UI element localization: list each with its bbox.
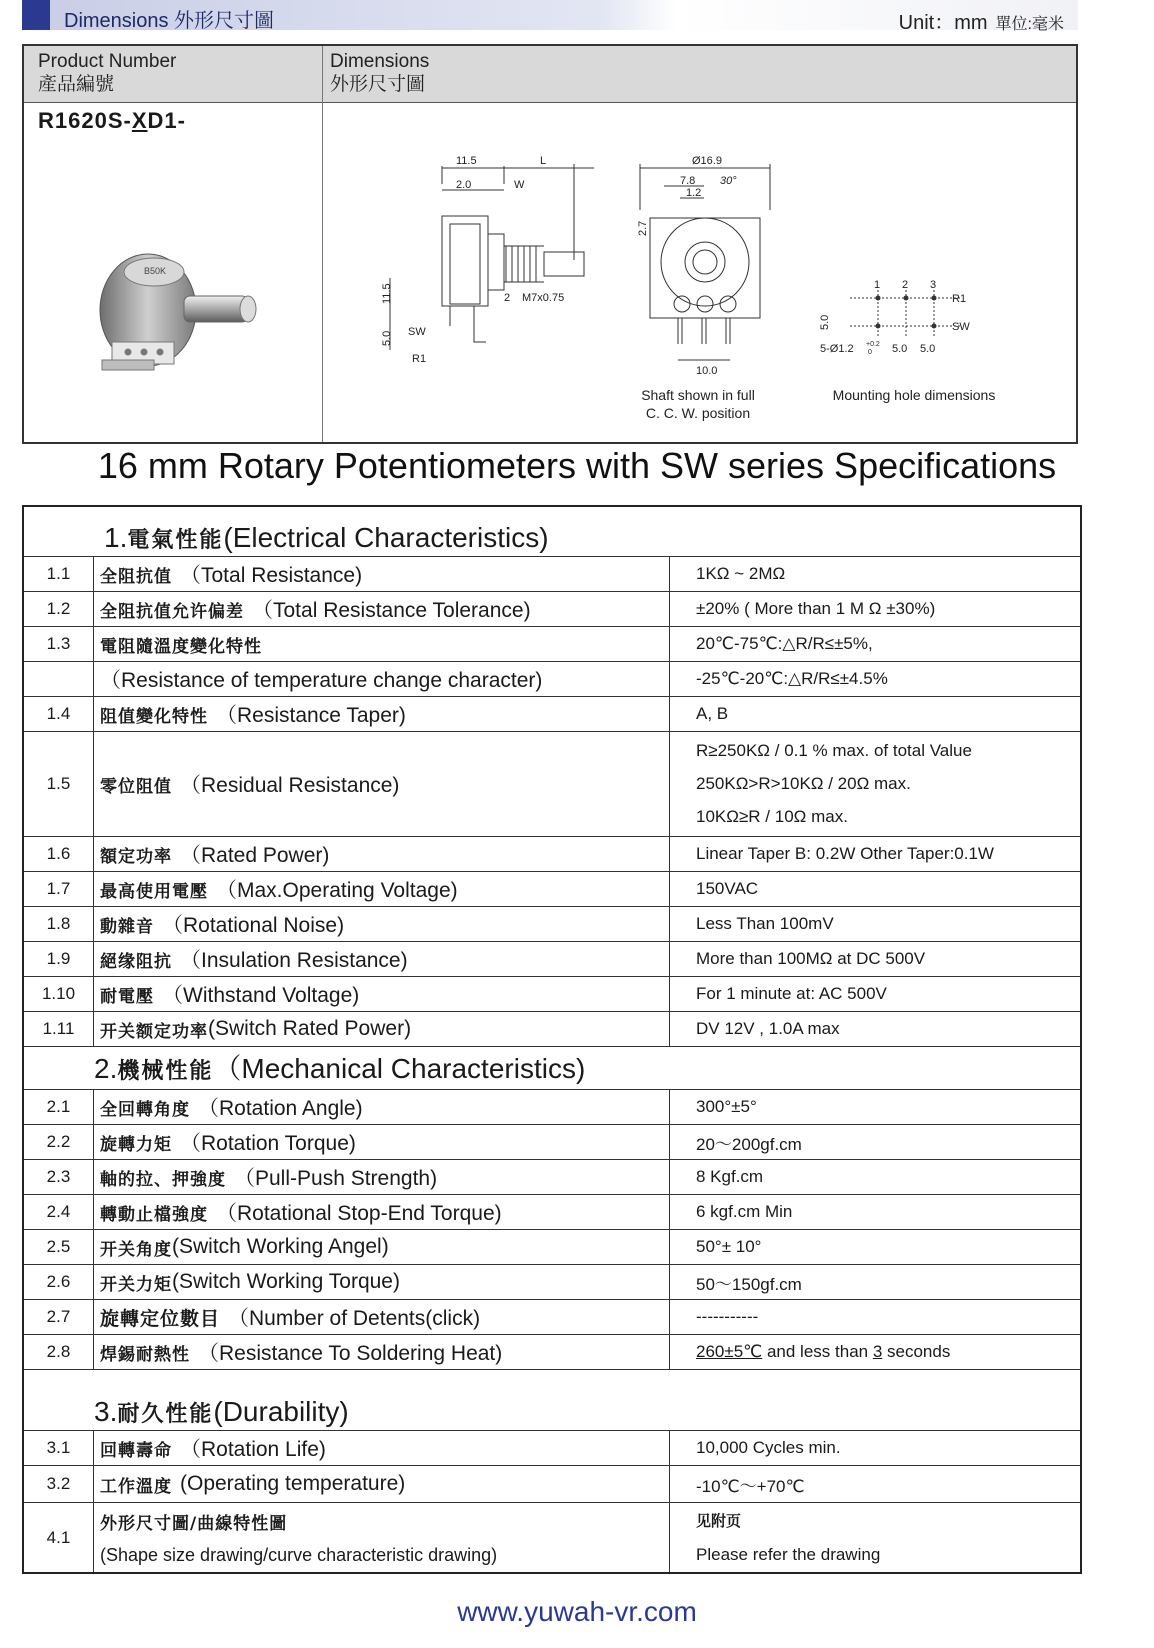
value-line: 10KΩ≥R / 10Ω max. — [696, 807, 848, 827]
row-item — [94, 1125, 670, 1159]
table-row — [24, 1265, 1080, 1300]
row-value: 8 Kgf.cm — [696, 1167, 764, 1186]
row-number: 1.10 — [24, 977, 94, 1011]
row-value: 6 kgf.cm Min — [696, 1202, 793, 1221]
table-row — [24, 1195, 1080, 1230]
product-number-a: R1620S- — [38, 108, 132, 133]
header-product-number-cn: 產品編號 — [38, 74, 115, 95]
item-en: （Rated Power) — [180, 844, 330, 867]
row-item — [94, 1431, 670, 1465]
row-number: 3.1 — [24, 1431, 94, 1465]
row-item — [94, 1090, 670, 1124]
row-item — [94, 1012, 670, 1046]
label-side-r1: R1 — [412, 353, 427, 365]
table-row — [24, 697, 1080, 732]
item-cn: 开关额定功率 — [100, 1021, 208, 1042]
header-accent-block — [22, 0, 50, 30]
item-en: （Total Resistance Tolerance) — [252, 599, 531, 622]
item-cn: 旋轉力矩 — [100, 1134, 172, 1155]
table-row — [24, 1160, 1080, 1195]
item-cn: 轉動止檔強度 — [100, 1204, 208, 1225]
section-title — [94, 1396, 349, 1428]
row-item — [94, 1466, 670, 1502]
item-cn: 开关力矩 — [100, 1274, 172, 1295]
row-number: 1.6 — [24, 837, 94, 871]
header-title: Dimensions 外形尺寸圖 — [64, 10, 275, 32]
item-en: （Residual Resistance) — [180, 774, 400, 797]
row-item — [94, 592, 670, 626]
table-row — [24, 1012, 1080, 1047]
row-value — [670, 1335, 1080, 1369]
hole-label-3: 3 — [930, 279, 937, 291]
table-row — [24, 592, 1080, 627]
row-item — [94, 1300, 670, 1334]
product-number-b: X — [131, 108, 148, 133]
row-value: 10,000 Cycles min. — [696, 1438, 841, 1457]
hole-label-sw: SW — [952, 321, 970, 333]
row-item — [94, 872, 670, 906]
row-item — [94, 732, 670, 836]
item-en: （Rotational Stop-End Torque) — [216, 1202, 502, 1225]
row-value: 300°±5° — [696, 1097, 757, 1116]
table-row — [24, 1125, 1080, 1160]
item-en: （Resistance of temperature change character) — [100, 669, 543, 692]
dimensions-table-header — [24, 46, 1076, 103]
row-item — [94, 662, 670, 696]
front-view-drawing — [620, 150, 780, 380]
row-number: 1.4 — [24, 697, 94, 731]
product-number-c: D1- — [147, 108, 186, 133]
item-cn: 額定功率 — [100, 846, 172, 867]
section-num: 2. — [94, 1053, 118, 1084]
section-durability — [24, 1370, 1080, 1431]
unit-label: Unit：mm — [898, 12, 988, 34]
hole-dia: 5-Ø1.2 — [820, 343, 854, 355]
table-row — [24, 907, 1080, 942]
row-number: 1.7 — [24, 872, 94, 906]
value-line: R≥250KΩ / 0.1 % max. of total Value — [696, 740, 972, 760]
row-value — [670, 732, 1080, 836]
dim-side-L: L — [540, 155, 547, 167]
value-part: 260±5℃ — [696, 1342, 763, 1361]
section-num: 1. — [104, 522, 128, 553]
column-divider — [322, 46, 323, 442]
row-item — [94, 557, 670, 591]
table-row — [24, 732, 1080, 837]
item-cn: 阻值變化特性 — [100, 706, 208, 727]
section-en: (Durability) — [213, 1396, 349, 1427]
item-cn: 最高使用電壓 — [100, 881, 208, 902]
row-item — [94, 1195, 670, 1229]
row-item — [94, 697, 670, 731]
row-value: A, B — [696, 704, 729, 723]
table-row — [24, 1090, 1080, 1125]
item-en: （Rotational Noise) — [162, 914, 345, 937]
dim-front-10-0: 10.0 — [696, 365, 718, 377]
section-electrical — [24, 507, 1080, 557]
footer-url[interactable]: www.yuwah-vr.com — [457, 1596, 697, 1627]
row-item — [94, 627, 670, 661]
hole-tol-up: +0.2 — [866, 341, 880, 348]
hole-spacing-1: 5.0 — [892, 343, 908, 355]
item-en: （Rotation Life) — [180, 1438, 326, 1461]
item-cn: 全阻抗值 — [100, 566, 172, 587]
row-value: ±20% ( More than 1 M Ω ±30%) — [696, 599, 936, 618]
item-en: （Resistance Taper) — [216, 704, 406, 727]
header-dimensions-en: Dimensions — [330, 51, 430, 72]
row-value: -25℃-20℃:△R/R≤±4.5% — [696, 669, 888, 688]
hole-label-1: 1 — [874, 279, 881, 291]
table-row — [24, 1431, 1080, 1466]
table-row — [24, 1503, 1080, 1572]
hole-label-r1: R1 — [952, 293, 967, 305]
table-row — [24, 872, 1080, 907]
row-number: 2.6 — [24, 1265, 94, 1299]
item-cn: 耐電壓 — [100, 986, 154, 1007]
value-part: 3 — [872, 1342, 883, 1361]
row-value: For 1 minute at: AC 500V — [696, 984, 887, 1003]
value-part: seconds — [882, 1342, 951, 1361]
row-number: 1.9 — [24, 942, 94, 976]
hole-tol-dn: 0 — [868, 349, 872, 356]
row-value: DV 12V , 1.0A max — [696, 1019, 840, 1038]
item-cn: 零位阻值 — [100, 776, 172, 797]
item-cn: 絕缘阻抗 — [100, 951, 172, 972]
row-item — [94, 837, 670, 871]
header-product-number — [38, 50, 176, 96]
page-header — [22, 0, 1078, 32]
row-number: 2.1 — [24, 1090, 94, 1124]
caption-shaft-line1: Shaft shown in full — [641, 387, 755, 403]
dim-side-v-5-0: 5.0 — [381, 330, 393, 346]
value-line: 250KΩ>R>10KΩ / 20Ω max. — [696, 773, 911, 793]
item-en: （Pull-Push Strength) — [234, 1167, 438, 1190]
dim-front-7-8: 7.8 — [680, 175, 696, 187]
item-cn: 軸的拉、押強度 — [100, 1169, 226, 1190]
header-dimensions-cn: 外形尺寸圖 — [330, 74, 426, 95]
item-cn: 全阻抗值允许偏差 — [100, 601, 244, 622]
page-title: 16 mm Rotary Potentiometers with SW series Specifications — [97, 445, 1057, 486]
item-cn: 回轉壽命 — [100, 1440, 172, 1461]
dim-side-2: 2 — [504, 292, 511, 304]
table-row — [24, 557, 1080, 592]
section-title — [94, 1047, 585, 1087]
section-mechanical — [24, 1047, 1080, 1090]
item-cn: 動雜音 — [100, 916, 154, 937]
dim-front-angle: 30° — [720, 175, 737, 187]
header-dimensions — [330, 50, 429, 96]
caption-shaft — [630, 386, 766, 422]
table-row — [24, 627, 1080, 662]
row-number: 1.2 — [24, 592, 94, 626]
hole-spacing-2: 5.0 — [920, 343, 936, 355]
row-value: ----------- — [696, 1307, 759, 1326]
row-value — [670, 1503, 1080, 1572]
row-item — [94, 1160, 670, 1194]
item-en: (Switch Working Torque) — [172, 1270, 400, 1293]
mounting-holes-drawing — [810, 276, 1010, 366]
row-item — [94, 942, 670, 976]
hole-label-2: 2 — [902, 279, 909, 291]
row-value: 20～200gf.cm — [696, 1134, 802, 1154]
dim-front-2-7: 2.7 — [637, 220, 649, 236]
item-cn: 外形尺寸圖/曲線特性圖 — [100, 1513, 288, 1534]
value-cn: 见附页 — [696, 1512, 742, 1530]
caption-shaft-line2: C. C. W. position — [645, 405, 751, 421]
value-part: and less than — [762, 1342, 873, 1361]
section-cn: 機械性能 — [117, 1058, 214, 1084]
row-number: 1.11 — [24, 1012, 94, 1046]
row-value: 150VAC — [696, 879, 759, 898]
row-number: 4.1 — [24, 1503, 94, 1572]
table-row — [24, 837, 1080, 872]
row-value: 50～150gf.cm — [696, 1274, 802, 1294]
row-number: 1.1 — [24, 557, 94, 591]
section-en: (Electrical Characteristics) — [223, 522, 549, 553]
hole-v-5-0: 5.0 — [819, 314, 831, 330]
side-view-drawing — [354, 150, 604, 380]
section-title — [104, 522, 549, 554]
product-number — [38, 108, 186, 134]
section-en: （Mechanical Characteristics) — [213, 1053, 586, 1084]
item-cn: 工作溫度 — [100, 1476, 172, 1497]
row-number: 1.8 — [24, 907, 94, 941]
item-cn: 焊錫耐熱性 — [100, 1344, 190, 1365]
dim-side-thread: M7x0.75 — [522, 292, 565, 304]
row-item — [94, 1335, 670, 1369]
row-value: 1KΩ ~ 2MΩ — [696, 564, 786, 583]
row-number: 1.3 — [24, 627, 94, 661]
row-number: 3.2 — [24, 1466, 94, 1502]
value-en: Please refer the drawing — [696, 1545, 881, 1564]
dimensions-table — [22, 44, 1078, 444]
item-en: （Resistance To Soldering Heat) — [198, 1342, 503, 1365]
header-product-number-en: Product Number — [38, 51, 177, 72]
header-unit — [899, 6, 1064, 35]
row-value: Less Than 100mV — [696, 914, 834, 933]
row-number: 2.8 — [24, 1335, 94, 1369]
table-row — [24, 942, 1080, 977]
row-value: -10℃～+70℃ — [696, 1476, 805, 1496]
item-cn: 全回轉角度 — [100, 1099, 190, 1120]
row-item — [94, 1230, 670, 1264]
item-en: （Total Resistance) — [180, 564, 363, 587]
table-row — [24, 1230, 1080, 1265]
table-row — [24, 1300, 1080, 1335]
section-cn: 耐久性能 — [117, 1401, 214, 1427]
item-en: （Max.Operating Voltage) — [216, 879, 458, 902]
row-item — [94, 907, 670, 941]
row-number: 2.2 — [24, 1125, 94, 1159]
row-number: 2.7 — [24, 1300, 94, 1334]
row-number: 2.4 — [24, 1195, 94, 1229]
item-en: (Switch Working Angel) — [172, 1235, 389, 1258]
row-number — [24, 662, 94, 696]
item-en: （Insulation Resistance) — [180, 949, 408, 972]
table-row — [24, 977, 1080, 1012]
row-number: 1.5 — [24, 732, 94, 836]
section-num: 3. — [94, 1396, 118, 1427]
caption-mounting: Mounting hole dimensions — [832, 387, 996, 403]
item-cn: 开关角度 — [100, 1239, 172, 1260]
item-cn: 旋轉定位數目 — [100, 1307, 221, 1330]
row-item — [94, 1503, 670, 1572]
row-value: 20℃-75℃:△R/R≤±5%, — [696, 634, 873, 653]
dim-front-dia: Ø16.9 — [692, 155, 722, 167]
table-row — [24, 662, 1080, 697]
dim-side-W: W — [514, 179, 525, 191]
spec-table — [22, 505, 1082, 1574]
row-item — [94, 1265, 670, 1299]
item-en: （Withstand Voltage) — [162, 984, 360, 1007]
item-en: （Rotation Torque) — [180, 1132, 356, 1155]
dim-front-1-2: 1.2 — [686, 187, 702, 199]
item-en: (Operating temperature) — [180, 1472, 406, 1495]
label-side-sw: SW — [408, 326, 426, 338]
dim-side-2-0: 2.0 — [456, 179, 472, 191]
item-cn: 電阻隨溫度變化特性 — [100, 636, 262, 657]
dim-side-11-5: 11.5 — [456, 155, 477, 167]
row-number: 2.3 — [24, 1160, 94, 1194]
item-en: (Switch Rated Power) — [208, 1017, 412, 1040]
unit-label-cn: 單位:毫米 — [995, 16, 1064, 33]
table-row — [24, 1335, 1080, 1370]
row-item — [94, 977, 670, 1011]
item-en: （Rotation Angle) — [198, 1097, 363, 1120]
row-value: 50°± 10° — [696, 1237, 762, 1256]
item-en: (Shape size drawing/curve characteristic drawing) — [100, 1545, 498, 1566]
item-en: （Number of Detents(click) — [228, 1307, 481, 1330]
table-row — [24, 1466, 1080, 1503]
dim-side-v-11-5: 11.5 — [381, 283, 393, 304]
row-number: 2.5 — [24, 1230, 94, 1264]
row-value: Linear Taper B: 0.2W Other Taper:0.1W — [696, 844, 994, 863]
section-cn: 電氣性能 — [127, 527, 224, 553]
potentiometer-photo — [88, 232, 264, 372]
photo-label: B50K — [144, 266, 167, 276]
row-value: More than 100MΩ at DC 500V — [696, 949, 926, 968]
